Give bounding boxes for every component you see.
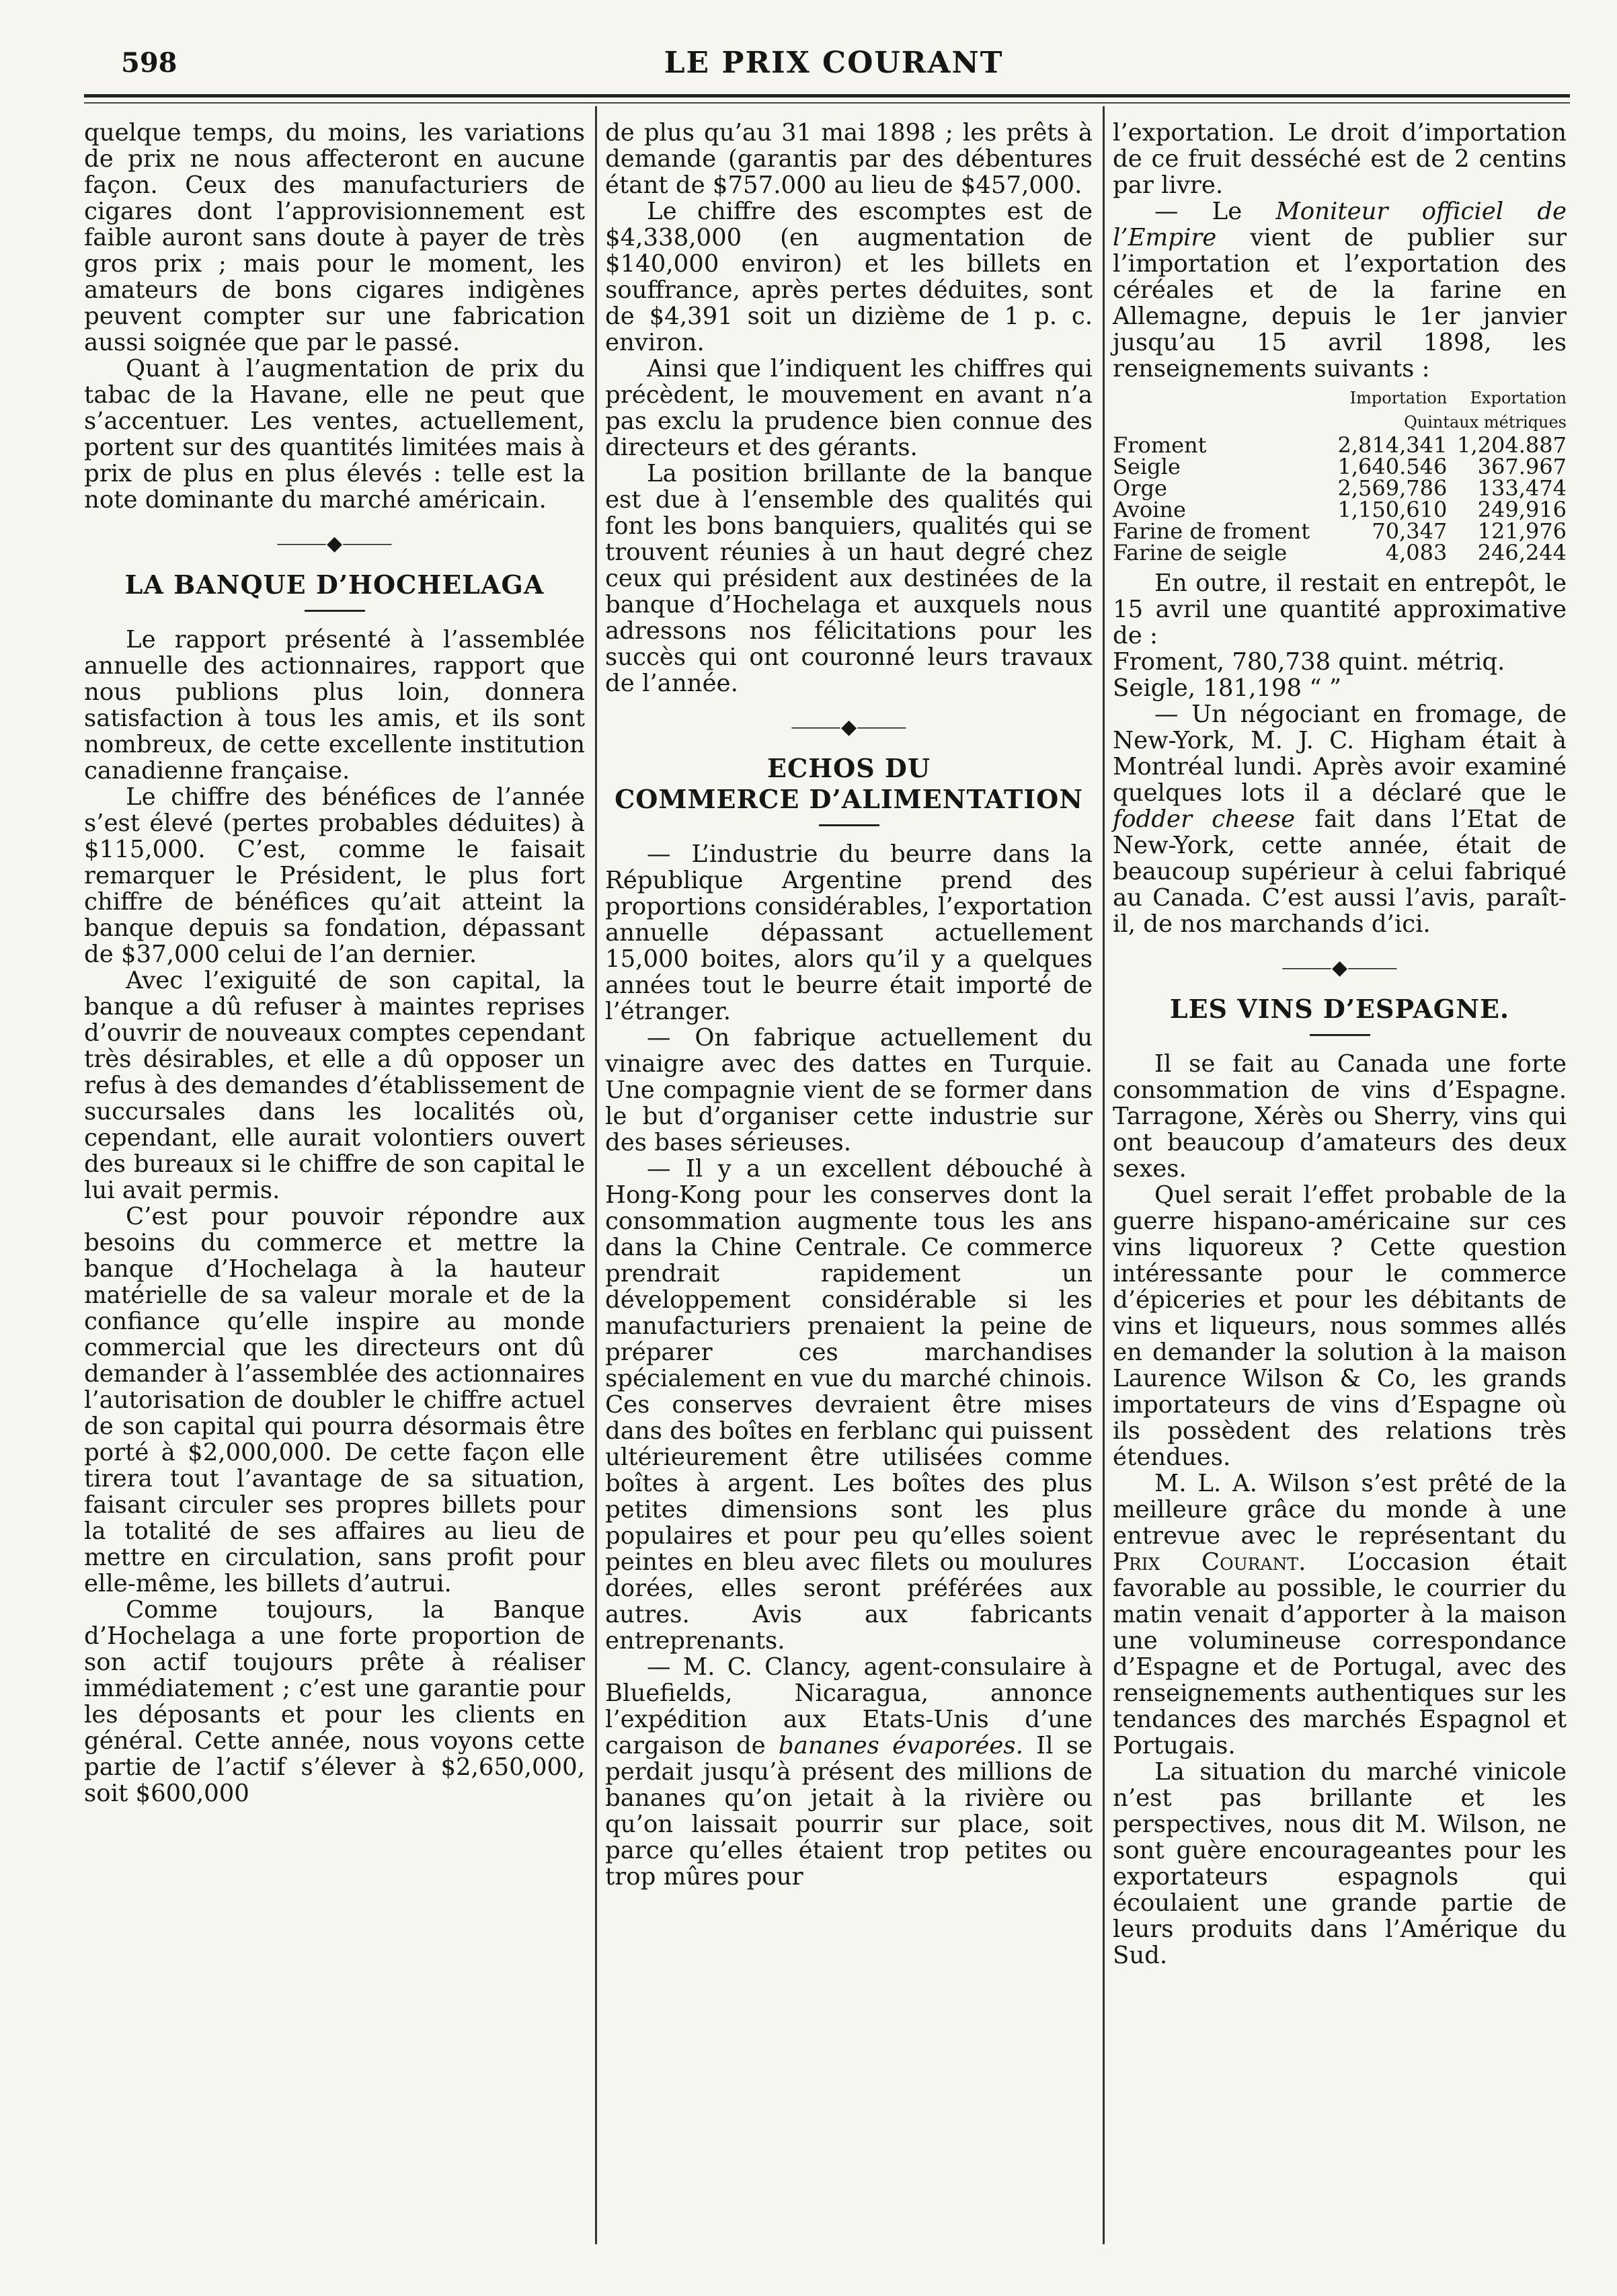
table-row (1113, 520, 1567, 542)
quantity-line: Froment, 780,738 quint. métriq. (1113, 648, 1505, 676)
paragraph: l’exportation. Le droit d’importation de ce fruit desséché est de 2 centins par livre. (1113, 119, 1567, 199)
table-header-row (1113, 386, 1567, 410)
cell-export: 1,204.887 (1457, 432, 1567, 458)
cell-import: 2,569,786 (1337, 475, 1448, 501)
paragraph: La position brillante de la banque est due à l’ensemble des qualités qui font les bons banquiers, qualités qui se trouvent réunies à un haut degré chez ceux qui président aux destinées de la banque d’Hochelaga et auxquels nous adressons nos félicitations pour les succès qui ont couronné leurs travaux de l’année. (605, 460, 1093, 697)
paragraph: Le chiffre des escomptes est de $4,338,000 (en augmentation de $140,000 environ) et les billets en souffrance, après pertes déduites, sont de $4,391 soit un dizième de 1 p. c. environ. (605, 198, 1093, 356)
text-run: L’occasion était favorable au possible, le courrier du matin venait d’apporter à la maison une volumineuse correspondance d’Espagne et de Portugal, avec des renseignements authentiques sur les tendances des marchés Espagnol et Portugais. (1113, 1548, 1567, 1759)
text-run: — Un négociant en fromage, de New-York, M. J. C. Higham était à Montréal lundi. Après avoir examiné quelques lots il a déclaré que le (1113, 701, 1567, 807)
cell-import: 2,814,341 (1337, 432, 1448, 458)
heading-rule (305, 610, 365, 612)
cell-product: Froment (1113, 432, 1207, 458)
paragraph: Il se fait au Canada une forte consommation de vins d’Espagne. Tarragone, Xérès ou Sherry, vins qui ont beaucoup d’amateurs des deux sexes. (1113, 1050, 1567, 1183)
paragraph: — Il y a un excellent débouché à Hong-Kong pour les conserves dont la consommation augmente tous les ans dans la Chine Centrale. Ce commerce prendrait rapidement un développement considérable si les manufacturiers prenaient la peine de préparer ces marchandises spécialement en vue du marché chinois. Ces conserves devraient être mises dans des boîtes en ferblanc qui puissent ultérieurement être utilisées comme boîtes à argent. Les boîtes des plus petites dimensions sont les plus populaires et pour peu qu’elles soient peintes en bleu avec filets ou moulures dorées, elles seront préférées aux autres. Avis aux fabricants entreprenants. (605, 1155, 1093, 1655)
paragraph: Le rapport présenté à l’assemblée annuelle des actionnaires, rapport que nous publions plus loin, donnera satisfaction à tous les amis, et ils sont nombreux, de cette excellente institution canadienne française. (84, 626, 585, 785)
heading-rule (1310, 1034, 1370, 1036)
paragraph: Comme toujours, la Banque d’Hochelaga a une forte proportion de son actif toujours prête à réaliser immédiatement ; c’est une garantie pour les déposants et pour les clients en général. Cette année, nous voyons cette partie de l’actif s’élever à $2,650,000, soit $600,000 (84, 1596, 585, 1807)
small-caps-run: Prix Courant. (1113, 1548, 1306, 1576)
paragraph (1113, 198, 1567, 382)
paragraph: de plus qu’au 31 mai 1898 ; les prêts à demande (garantis par des débentures étant de $757.000 au lieu de $457,000. (605, 119, 1093, 199)
paragraph (605, 1654, 1093, 1890)
section-ornament: ⸻◆⸻ (1281, 956, 1398, 980)
table-body (1113, 434, 1567, 563)
unit-header: Quintaux métriques (1404, 413, 1567, 432)
cell-export: 367.967 (1477, 454, 1567, 479)
emphasis: Moniteur officiel de l’Empire (1113, 198, 1567, 251)
paragraph (1113, 701, 1567, 937)
column-1 (84, 120, 585, 1807)
cereal-statistics-table (1113, 386, 1567, 563)
section-heading: LES VINS D’ESPAGNE. (1169, 994, 1510, 1024)
column-header: Importation (1349, 389, 1448, 407)
text-run: — M. C. Clancy, agent-consulaire à Bluefields, Nicaragua, annonce l’expédition aux Etats-Unis d’une cargaison de (605, 1653, 1093, 1759)
text-run: fait dans l’Etat de New-York, cette année, était de beaucoup supérieur à celui fabriqué au Canada. C’est aussi l’avis, paraît-il, de nos marchands d’ici. (1113, 805, 1567, 938)
table-row (1113, 477, 1567, 499)
text-run: M. L. A. Wilson s’est prêté de la meilleure grâce du monde à une entrevue avec le représentant du (1113, 1470, 1567, 1550)
column-2 (605, 120, 1093, 1890)
quantity-line: Seigle, 181,198 “ ” (1113, 674, 1342, 702)
column-divider (595, 106, 597, 2244)
table-unit-row (1113, 410, 1567, 434)
paragraph: Le chiffre des bénéfices de l’année s’est élevé (pertes probables déduites) à $115,000. C’est, comme le faisait remarquer le Président, le plus fort chiffre de bénéfices qu’ait atteint la banque depuis sa fondation, dépassant de $37,000 celui de l’an dernier. (84, 783, 585, 968)
cell-import: 4,083 (1385, 540, 1448, 565)
text-run: vient de publier sur l’importation et l’exportation des céréales et de la farine en Allemagne, depuis le 1er janvier jusqu’au 15 avril 1898, les renseignements suivants : (1113, 224, 1567, 383)
header-rule (84, 94, 1570, 97)
paragraph: En outre, il restait en entrepôt, le 15 avril une quantité approximative de : (1113, 569, 1567, 649)
paragraph: — L’industrie du beurre dans la République Argentine prend des proportions considérables, l’exportation annuelle dépassant actuellement 15,000 boites, alors qu’il y a quelques années tout le beurre était importé de l’étranger. (605, 840, 1093, 1025)
cell-product: Orge (1113, 475, 1167, 501)
cell-export: 249,916 (1477, 497, 1567, 522)
cell-export: 246,244 (1477, 540, 1567, 565)
paragraph: C’est pour pouvoir répondre aux besoins du commerce et mettre la banque d’Hochelaga à la hauteur matérielle de sa valeur morale et de la confiance qu’elle inspire au monde commercial que les directeurs ont dû demander à l’assemblée des actionnaires l’autorisation de doubler le chiffre actuel de son capital qui pourra désormais être porté à $2,000,000. De cette façon elle tirera tout l’avantage de sa situation, faisant circuler ses propres billets pour la totalité de ses affaires au lieu de mettre en circulation, sans profit pour elle-même, les billets d’autrui. (84, 1203, 585, 1597)
cell-product: Avoine (1113, 497, 1186, 522)
table-row (1113, 434, 1567, 456)
paragraph: Quel serait l’effet probable de la guerre hispano-américaine sur ces vins liquoreux ? Cette question intéressante pour le commerce d’épiceries et pour les débitants de vins et liqueurs, nous sommes allés en demander la solution à la maison Laurence Wilson & Co, les grands importateurs de vins d’Espagne où ils possèdent des relations très étendues. (1113, 1181, 1567, 1471)
table-row (1113, 542, 1567, 563)
cell-export: 121,976 (1477, 518, 1567, 544)
cell-import: 70,347 (1372, 518, 1448, 544)
column-divider (1103, 106, 1105, 2244)
paragraph: La situation du marché vinicole n’est pas brillante et les perspectives, nous dit M. Wilson, ne sont guère encourageantes pour les exportateurs espagnols qui écoulaient une grande partie de leurs produits dans l’Amérique du Sud. (1113, 1758, 1567, 1969)
section-heading-line1: ECHOS DU (767, 753, 931, 783)
paragraph: quelque temps, du moins, les variations de prix ne nous affecteront en aucune façon. Ceux des manufacturiers de cigares dont l’approvisionnement est faible auront sans doute à payer de très gros prix ; mais pour le moment, les amateurs de bons cigares indigènes peuvent compter sur une fabrication aussi soignée que par le passé. (84, 119, 585, 356)
emphasis: fodder cheese (1113, 805, 1296, 833)
paragraph: Quant à l’augmentation de prix du tabac de la Havane, elle ne peut que s’accentuer. Les ventes, actuellement, portent sur des quantités limitées mais à prix de plus en plus élevés : telle est la note dominante du marché américain. (84, 355, 585, 514)
cell-product: Farine de seigle (1113, 540, 1288, 565)
cell-product: Farine de froment (1113, 518, 1310, 544)
cell-product: Seigle (1113, 454, 1181, 479)
text-run: Il se perdait jusqu’à présent des millions de bananes qu’on jetait à la rivière ou qu’on laissait pourrir sur place, soit parce qu’elles étaient trop petites ou trop mûres pour (605, 1732, 1093, 1891)
section-ornament: ⸻◆⸻ (791, 715, 907, 739)
paragraph: Ainsi que l’indiquent les chiffres qui précèdent, le mouvement en avant n’a pas exclu la prudence bien connue des directeurs et des gérants. (605, 355, 1093, 461)
section-heading: LA BANQUE D’HOCHELAGA (124, 569, 545, 600)
table-row (1113, 456, 1567, 477)
running-title: LE PRIX COURANT (664, 46, 1004, 80)
table-row (1113, 499, 1567, 520)
paragraph: Avec l’exiguité de son capital, la banque a dû refuser à maintes reprises d’ouvrir de nouveaux comptes cependant très désirables, et elle a dû opposer un refus à des demandes d’établissement de succursales dans les localités où, cependant, elle aurait volontiers ouvert des bureaux si le chiffre de son capital le lui avait permis. (84, 967, 585, 1204)
cell-import: 1,150,610 (1337, 497, 1448, 522)
emphasis: bananes évaporées. (778, 1732, 1023, 1759)
paragraph (1113, 1470, 1567, 1759)
page-header (111, 44, 1556, 91)
page-number: 598 (121, 47, 178, 79)
header-rule-thin (84, 102, 1570, 104)
text-run: — Le (1154, 198, 1276, 225)
section-heading-line2: COMMERCE D’ALIMENTATION (615, 784, 1083, 814)
column-header: Exportation (1470, 389, 1567, 407)
heading-rule (819, 824, 879, 826)
paragraph: — On fabrique actuellement du vinaigre avec des dattes en Turquie. Une compagnie vient de se former dans le but d’organiser cette industrie sur des bases sérieuses. (605, 1024, 1093, 1156)
cell-import: 1,640.546 (1337, 454, 1448, 479)
cell-export: 133,474 (1477, 475, 1567, 501)
column-3 (1113, 120, 1567, 1969)
section-ornament: ⸻◆⸻ (276, 532, 393, 555)
